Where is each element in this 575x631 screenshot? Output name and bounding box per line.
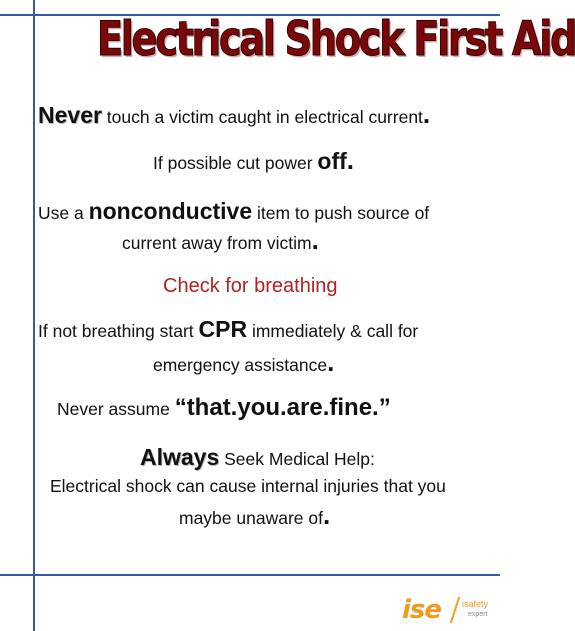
left-rule [33, 0, 35, 631]
line-text: maybe unaware of [179, 508, 323, 528]
period: . [346, 145, 354, 175]
quote-text: “that.you.are.fine.” [174, 394, 391, 421]
emphasis-cpr: CPR [198, 316, 248, 342]
period: . [322, 500, 331, 530]
line-never-assume [57, 396, 487, 420]
logo-brand: ise [402, 595, 442, 625]
line-cpr [38, 318, 500, 341]
emphasis-never: Never [38, 102, 102, 128]
line-emergency [153, 347, 483, 377]
period: . [422, 99, 431, 129]
emphasis-off: off [317, 148, 347, 174]
line-never-touch [38, 99, 500, 129]
line-text: Use a [38, 203, 89, 223]
line-always [140, 446, 480, 469]
line-cut-power [153, 145, 493, 175]
check-breathing-text: Check for breathing [163, 275, 338, 297]
emphasis-always: Always [140, 444, 220, 470]
line-nonconductive [38, 200, 500, 223]
line-unaware [179, 500, 479, 530]
logo-subtag: expert [468, 611, 488, 618]
line-text: Seek Medical Help: [219, 449, 375, 469]
line-text: current away from victim [122, 233, 312, 253]
bottom-rule [0, 574, 500, 576]
logo-tag: isafety [462, 599, 489, 609]
line-text: touch a victim caught in electrical current [101, 107, 423, 127]
period: . [327, 347, 335, 377]
line-internal-injuries: Electrical shock can cause internal injuries that you [50, 476, 446, 496]
line-current-away [122, 225, 482, 255]
line-text: Never assume [57, 399, 175, 419]
page-title: Electrical Shock First Aid [96, 12, 575, 67]
line-text: immediately & call for [247, 321, 419, 341]
emphasis-nonconductive: nonconductive [88, 198, 253, 224]
line-text: item to push source of [252, 203, 430, 223]
period: . [311, 225, 319, 255]
line-text: If possible cut power [153, 153, 318, 173]
line-text: If not breathing start [38, 321, 199, 341]
line-text: emergency assistance [153, 355, 328, 375]
isafety-logo [402, 595, 498, 629]
logo-divider [450, 597, 460, 623]
